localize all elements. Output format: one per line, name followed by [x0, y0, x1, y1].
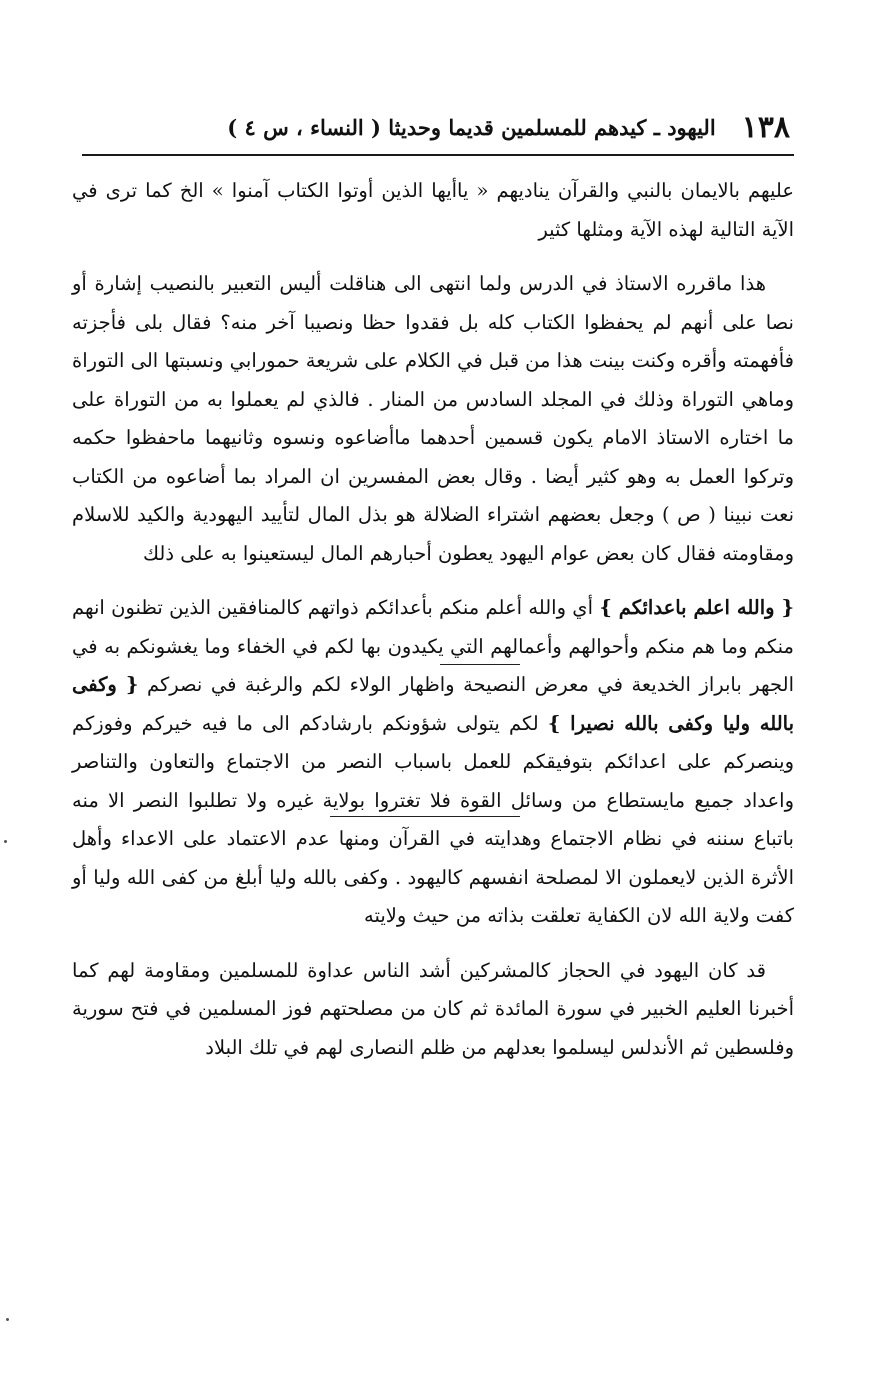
paragraph-1	[72, 172, 794, 249]
paragraph-2	[72, 265, 794, 573]
scan-speck	[4, 840, 7, 843]
header-rule	[82, 154, 794, 156]
underline-mark	[330, 816, 520, 817]
quran-verse-2: { وكفى بالله وليا وكفى بالله نصيرا }	[72, 673, 794, 735]
body-text	[72, 172, 794, 1067]
paragraph-5-text: قد كان اليهود في الحجاز كالمشركين أشد الناس عداوة للمسلمين ومقاومة لهم كما أخبرنا العليم الخبير في سورة المائدة ثم كان من مصلحتهم فوز المسلمين في فتح سورية وفلسطين ثم الأندلس ليسلموا بعدلهم من ظلم النصارى لهم في تلك البلاد	[72, 958, 794, 1059]
paragraph-5	[72, 952, 794, 1068]
paragraph-3	[72, 589, 794, 936]
underline-mark	[440, 664, 520, 665]
paragraph-4-text: لكم يتولى شؤونكم بارشادكم الى ما فيه خيركم وفوزكم وينصركم على اعدائكم بتوفيقكم للعمل باسباب النصر من الاجتماع والتعاون والتناصر واعداد جميع مايستطاع من وسائل القوة فلا تغتروا بولاية غيره ولا تطلبوا النصر الا منه باتباع سننه في نظام الاجتماع وهدايته في القرآن ومنها عدم الاعتماد على الاعداء وأهل الأثرة الذين لايعملون الا لمصلحة انفسهم كاليهود . وكفى بالله وليا أبلغ من كفى الله وليا أو كفت ولاية الله لان الكفاية تعلقت بذاته من حيث ولايته	[72, 711, 794, 927]
paragraph-1-text: عليهم بالايمان بالنبي والقرآن يناديهم « ياأيها الذين أوتوا الكتاب آمنوا » الخ كما ترى في الآية التالية لهذه الآية ومثلها كثير	[72, 179, 794, 241]
paragraph-2-text: هذا ماقرره الاستاذ في الدرس ولما انتهى الى هناقلت أليس التعبير بالنصيب إشارة أو نصا على أنهم لم يحفظوا الكتاب كله بل فقدوا حظا ونصيبا آخر منه؟ فقال بلى فأجزته فأفهمته وأقره وكنت بينت هذا من قبل في الكلام على شريعة حمورابي ونسبتها الى التوراة وماهي التوراة وذلك في المجلد السادس من المنار . فالذي لم يعملوا به من التوراة على ما اختاره الاستاذ الامام يكون قسمين أحدهما ماأضاعوه ونسوه وثانيهما ماحفظوا حكمه وتركوا العمل به وهو كثير أيضا . وقال بعض المفسرين ان المراد بما أضاعوه من الكتاب نعت نبينا ( ص ) وجعل بعضهم اشتراء الضلالة هو بذل المال لتأييد اليهودية والكيد للاسلام ومقاومته فقال كان بعض عوام اليهود يعطون أحبارهم المال ليستعينوا به على ذلك	[72, 272, 794, 565]
paragraph-3-text: أي والله أعلم منكم بأعدائكم ذواتهم كالمنافقين الذين تظنون انهم منكم وما هم منكم وأحوالهم وأعمالهم التي يكيدون بها لكم في الخفاء وما يغشونكم به في الجهر بابراز الخديعة في معرض النصيحة واظهار الولاء لكم والرغبة في نصركم	[72, 596, 794, 696]
running-head: اليهود ـ كيدهم للمسلمين قديما وحديثا ( النساء ، س ٤ )	[227, 114, 716, 140]
page-number: ١٣٨	[741, 109, 790, 145]
page-header	[90, 104, 790, 150]
scan-speck	[6, 1318, 9, 1321]
quran-verse-1: { والله اعلم باعدائكم }	[599, 596, 794, 619]
